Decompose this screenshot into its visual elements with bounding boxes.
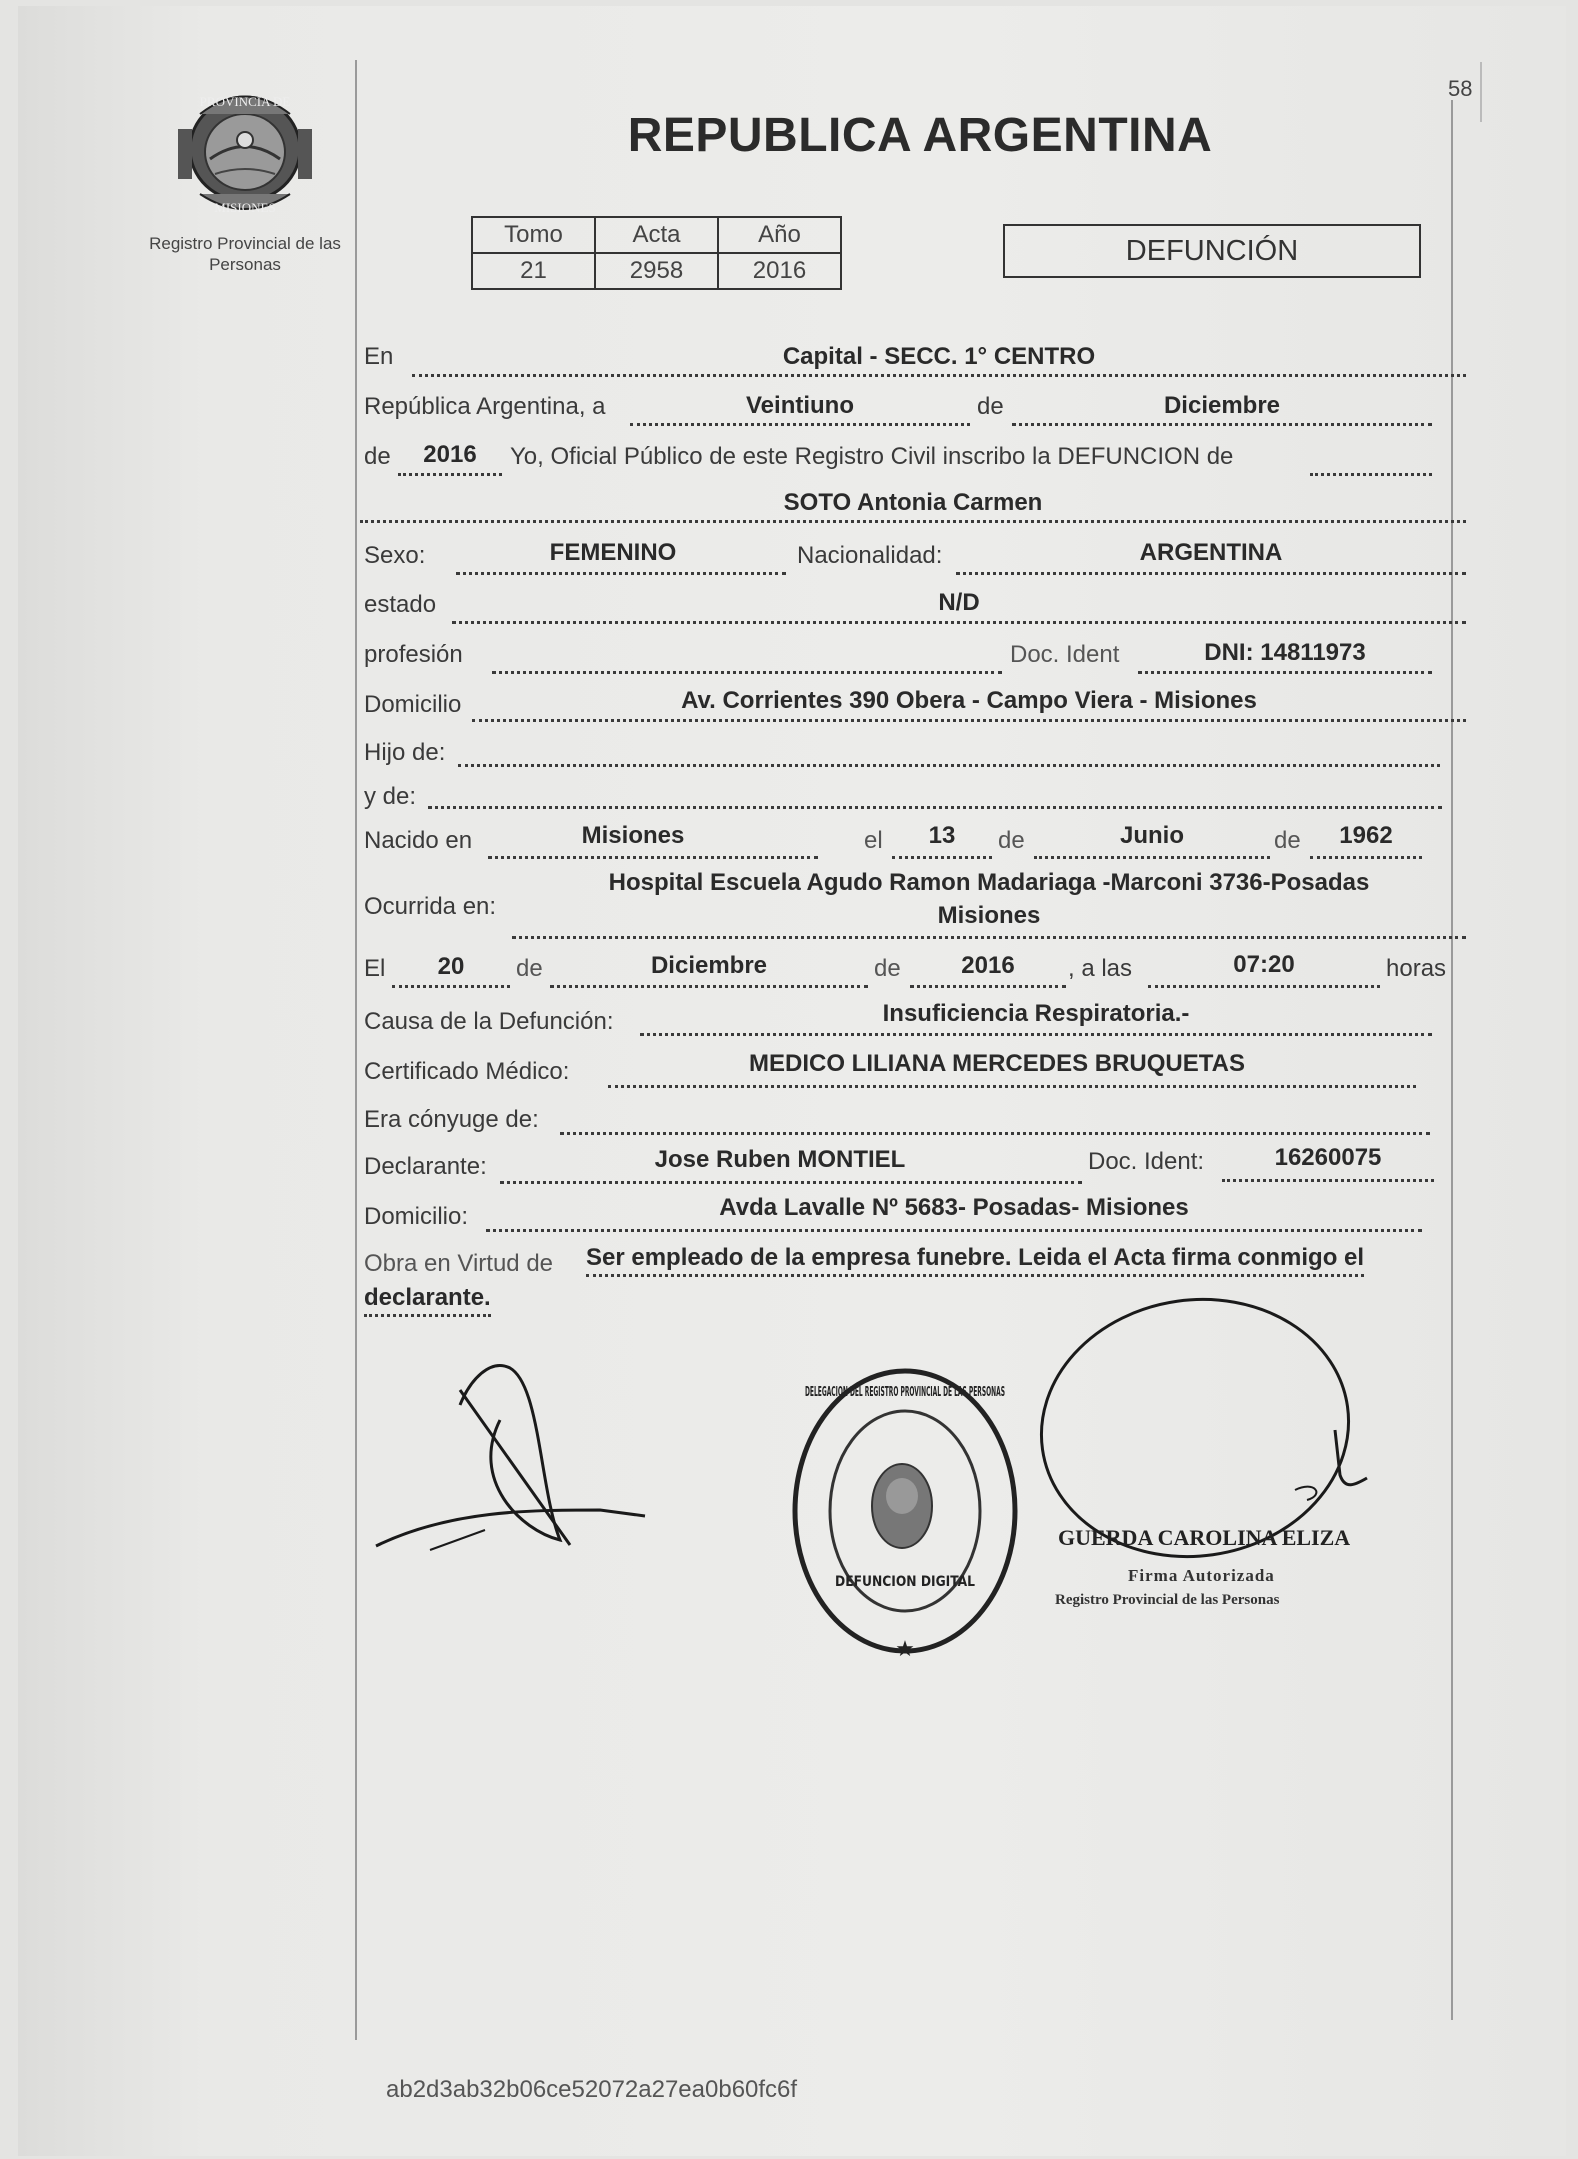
official-signature: [995, 1290, 1375, 1550]
inscribo-dotted-line: [1310, 473, 1432, 476]
name-dotted-line: [360, 520, 1466, 523]
record-type-box: DEFUNCIÓN: [1003, 224, 1421, 278]
nacido-label: Nacido en: [364, 827, 473, 854]
misiones-coat-of-arms-icon: [170, 74, 320, 224]
record-value-ano: 2016: [718, 253, 841, 289]
ocurrida-line1: Hospital Escuela Agudo Ramon Madariaga -Marconi 3736-Posadas: [608, 869, 1370, 896]
month-value: Diciembre: [1163, 392, 1281, 419]
record-header-ano: Año: [718, 217, 841, 253]
death-year-dotted-line: [910, 985, 1066, 988]
causa-dotted-line: [640, 1033, 1432, 1036]
el-label: el: [864, 827, 883, 854]
record-value-tomo: 21: [472, 253, 595, 289]
death-day-dotted-line: [392, 985, 510, 988]
conyuge-label: Era cónyuge de:: [364, 1106, 539, 1133]
doc-ident2-label: Doc. Ident:: [1088, 1148, 1205, 1175]
record-header-tomo: Tomo: [472, 217, 595, 253]
sexo-value: FEMENINO: [549, 539, 677, 566]
en-value: Capital - SECC. 1° CENTRO: [782, 343, 1096, 370]
signer-name: GUERDA CAROLINA ELIZA: [1058, 1525, 1351, 1550]
year-value: 2016: [423, 441, 477, 468]
defuncion-digital-stamp-icon: [785, 1356, 1025, 1666]
certificado-value: MEDICO LILIANA MERCEDES BRUQUETAS: [748, 1050, 1245, 1077]
birth-day-dotted-line: [892, 856, 992, 859]
de-label: de: [977, 393, 1004, 420]
obra-line1: Ser empleado de la empresa funebre. Leida el Acta firma conmigo el: [586, 1244, 1364, 1277]
signer-role: Firma Autorizada: [1128, 1566, 1275, 1585]
death-month-value: Diciembre: [650, 952, 768, 979]
sexo-label: Sexo:: [364, 542, 426, 569]
doc-ident-label: Doc. Ident: [1010, 641, 1120, 668]
hijo-dotted-line: [458, 764, 1440, 767]
death-month-dotted-line: [550, 985, 868, 988]
alas-label: , a las: [1068, 955, 1133, 982]
birth-month-value: Junio: [1120, 822, 1184, 849]
doc-ident-value: DNI: 14811973: [1204, 639, 1366, 666]
domicilio2-value: Avda Lavalle Nº 5683- Posadas- Misiones: [719, 1194, 1189, 1221]
profesion-dotted-line: [492, 671, 1002, 674]
right-margin-line-2: [1480, 62, 1482, 122]
stamp-outer-text: DELEGACION DEL REGISTRO PROVINCIAL DE LAS PERSONAS: [805, 1385, 1005, 1400]
death-year-value: 2016: [961, 952, 1015, 979]
nacido-en-value: Misiones: [581, 822, 685, 849]
document-sheet: [18, 6, 1566, 2156]
day-written-value: Veintiuno: [746, 392, 854, 419]
nacionalidad-dotted-line: [956, 572, 1466, 575]
page-title: REPUBLICA ARGENTINA: [627, 109, 1213, 162]
domicilio-label: Domicilio: [364, 691, 462, 718]
horas-label: horas: [1386, 955, 1447, 982]
nacionalidad-value: ARGENTINA: [1139, 539, 1283, 566]
death-de2-label: de: [874, 955, 901, 982]
domicilio-value: Av. Corrientes 390 Obera - Campo Viera - Misiones: [681, 687, 1257, 714]
domicilio-dotted-line: [472, 719, 1466, 722]
ocurrida-line2: Misiones: [937, 902, 1041, 929]
inscribo-text: Yo, Oficial Público de este Registro Civil inscribo la DEFUNCION de: [510, 443, 1234, 470]
estado-dotted-line: [452, 621, 1466, 624]
seal-text-top: PROVINCIA DE: [199, 94, 291, 109]
republica-label: República Argentina, a: [364, 393, 606, 420]
ocurrida-label: Ocurrida en:: [364, 893, 497, 920]
record-value-acta: 2958: [595, 253, 718, 289]
sexo-dotted-line: [456, 572, 786, 575]
causa-value: Insuficiencia Respiratoria.-: [882, 1000, 1190, 1027]
doc-ident2-dotted-line: [1222, 1179, 1434, 1182]
birth-year-value: 1962: [1339, 822, 1393, 849]
nacionalidad-label: Nacionalidad:: [797, 542, 943, 569]
el2-label: El: [364, 955, 386, 982]
birth-day-value: 13: [928, 822, 956, 849]
deceased-name-value: SOTO Antonia Carmen: [783, 489, 1043, 516]
death-time-value: 07:20: [1233, 951, 1295, 978]
year-dotted-line: [398, 473, 502, 476]
certificado-dotted-line: [608, 1085, 1416, 1088]
registro-provincial-label: Registro Provincial de las Personas: [149, 234, 341, 274]
conyuge-dotted-line: [560, 1132, 1430, 1135]
declarante-value: Jose Ruben MONTIEL: [654, 1146, 906, 1173]
right-margin-line: [1451, 100, 1453, 2020]
certificado-label: Certificado Médico:: [364, 1058, 570, 1085]
doc-ident2-value: 16260075: [1274, 1144, 1382, 1171]
doc-ident-dotted-line: [1138, 671, 1432, 674]
signer-registro: Registro Provincial de las Personas: [1055, 1592, 1280, 1608]
declarante-dotted-line: [500, 1181, 1082, 1184]
document-hash: ab2d3ab32b06ce52072a27ea0b60fc6f: [386, 2076, 798, 2103]
domicilio2-label: Domicilio:: [364, 1203, 469, 1230]
profesion-label: profesión: [364, 641, 463, 668]
seal-text-bottom: MISIONES: [214, 200, 276, 215]
month-dotted-line: [1012, 423, 1432, 426]
ocurrida-dotted-line: [512, 936, 1466, 939]
obra-label: Obra en Virtud de: [364, 1250, 554, 1277]
declarante-signature: [370, 1360, 670, 1560]
en-label: En: [364, 343, 394, 370]
stamp-inner-text: DEFUNCION DIGITAL: [835, 1574, 976, 1590]
birth-year-dotted-line: [1310, 856, 1422, 859]
en-dotted-line: [412, 374, 1466, 377]
year-de-label: de: [364, 443, 391, 470]
death-de1-label: de: [516, 955, 543, 982]
causa-label: Causa de la Defunción:: [364, 1008, 614, 1035]
day-dotted-line: [630, 423, 970, 426]
domicilio2-dotted-line: [486, 1229, 1422, 1232]
nacido-dotted-line: [488, 856, 818, 859]
record-table: [471, 216, 842, 290]
estado-value: N/D: [938, 589, 980, 616]
yde-label: y de:: [364, 783, 417, 810]
page-number: 58: [1448, 76, 1473, 101]
birth-de2-label: de: [1274, 827, 1301, 854]
obra-line2: declarante.: [364, 1284, 491, 1317]
left-margin-line: [355, 60, 357, 2040]
svg-text:★: ★: [895, 1637, 915, 1662]
hijo-label: Hijo de:: [364, 739, 446, 766]
estado-label: estado: [364, 591, 437, 618]
death-time-dotted-line: [1148, 985, 1380, 988]
declarante-label: Declarante:: [364, 1153, 487, 1180]
birth-de1-label: de: [998, 827, 1025, 854]
yde-dotted-line: [428, 806, 1442, 809]
record-header-acta: Acta: [595, 217, 718, 253]
death-day-value: 20: [437, 953, 465, 980]
birth-month-dotted-line: [1034, 856, 1270, 859]
